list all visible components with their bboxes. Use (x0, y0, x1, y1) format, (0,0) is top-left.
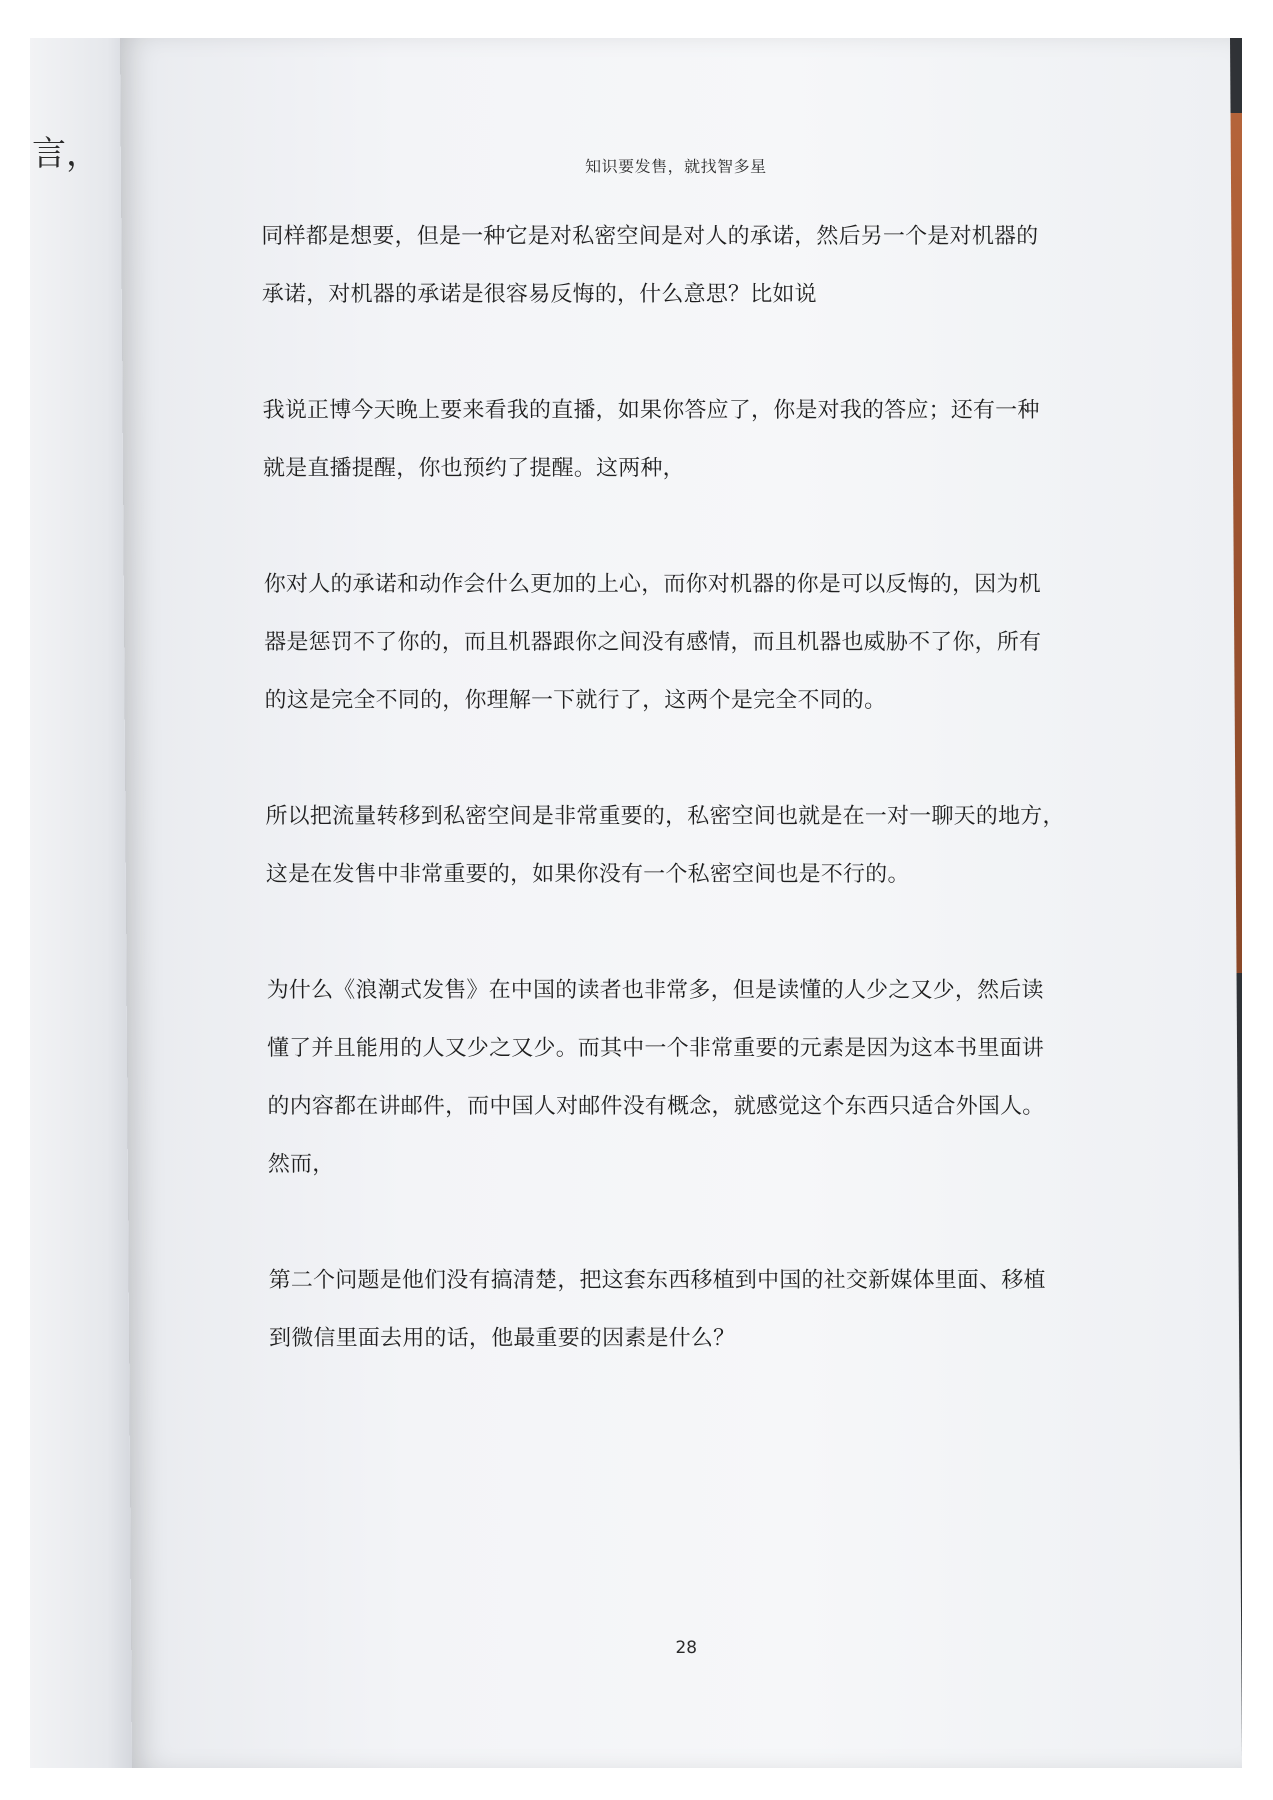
text-line: 第二个问题是他们没有搞清楚，把这套东西移植到中国的社交新媒体里面、移植 (268, 1268, 1046, 1293)
text-line: 承诺，对机器的承诺是很容易反悔的，什么意思？比如说 (261, 282, 817, 307)
paragraph-5 (266, 962, 1128, 1194)
page-body (261, 208, 1130, 1426)
paragraph-6 (268, 1252, 1129, 1368)
text-line: 你对人的承诺和动作会什么更加的上心，而你对机器的你是可以反悔的，因为机 (263, 572, 1041, 597)
text-line: 所以把流量转移到私密空间是非常重要的，私密空间也就是在一对一聊天的地方， (265, 804, 1065, 829)
photo-background (30, 38, 1242, 1768)
paragraph-1 (261, 208, 1122, 324)
text-line: 的这是完全不同的，你理解一下就行了，这两个是完全不同的。 (264, 688, 887, 713)
paragraph-2 (262, 382, 1123, 498)
text-line: 我说正博今天晚上要来看我的直播，如果你答应了，你是对我的答应；还有一种 (262, 398, 1040, 423)
page-header: 知识要发售，就找智多星 (585, 157, 767, 176)
text-line: 就是直播提醒，你也预约了提醒。这两种， (262, 456, 685, 481)
page-number: 28 (675, 1638, 698, 1658)
text-line: 同样都是想要，但是一种它是对私密空间是对人的承诺，然后另一个是对机器的 (261, 224, 1039, 249)
text-line: 器是惩罚不了你的，而且机器跟你之间没有感情，而且机器也威胁不了你，所有 (264, 630, 1042, 655)
book-page (120, 38, 1242, 1768)
paragraph-3 (264, 556, 1125, 730)
text-line: 的内容都在讲邮件，而中国人对邮件没有概念，就感觉这个东西只适合外国人。 (267, 1094, 1045, 1119)
paragraph-4 (265, 788, 1126, 904)
left-page-text-fragment: 言， (32, 134, 100, 174)
text-line: 为什么《浪潮式发售》在中国的读者也非常多，但是读懂的人少之又少，然后读 (266, 978, 1044, 1003)
text-line: 懂了并且能用的人又少之又少。而其中一个非常重要的元素是因为这本书里面讲 (266, 1036, 1045, 1061)
text-line: 这是在发售中非常重要的，如果你没有一个私密空间也是不行的。 (265, 862, 910, 887)
text-line: 到微信里面去用的话，他最重要的因素是什么？ (268, 1326, 736, 1351)
text-line: 然而， (267, 1152, 335, 1177)
